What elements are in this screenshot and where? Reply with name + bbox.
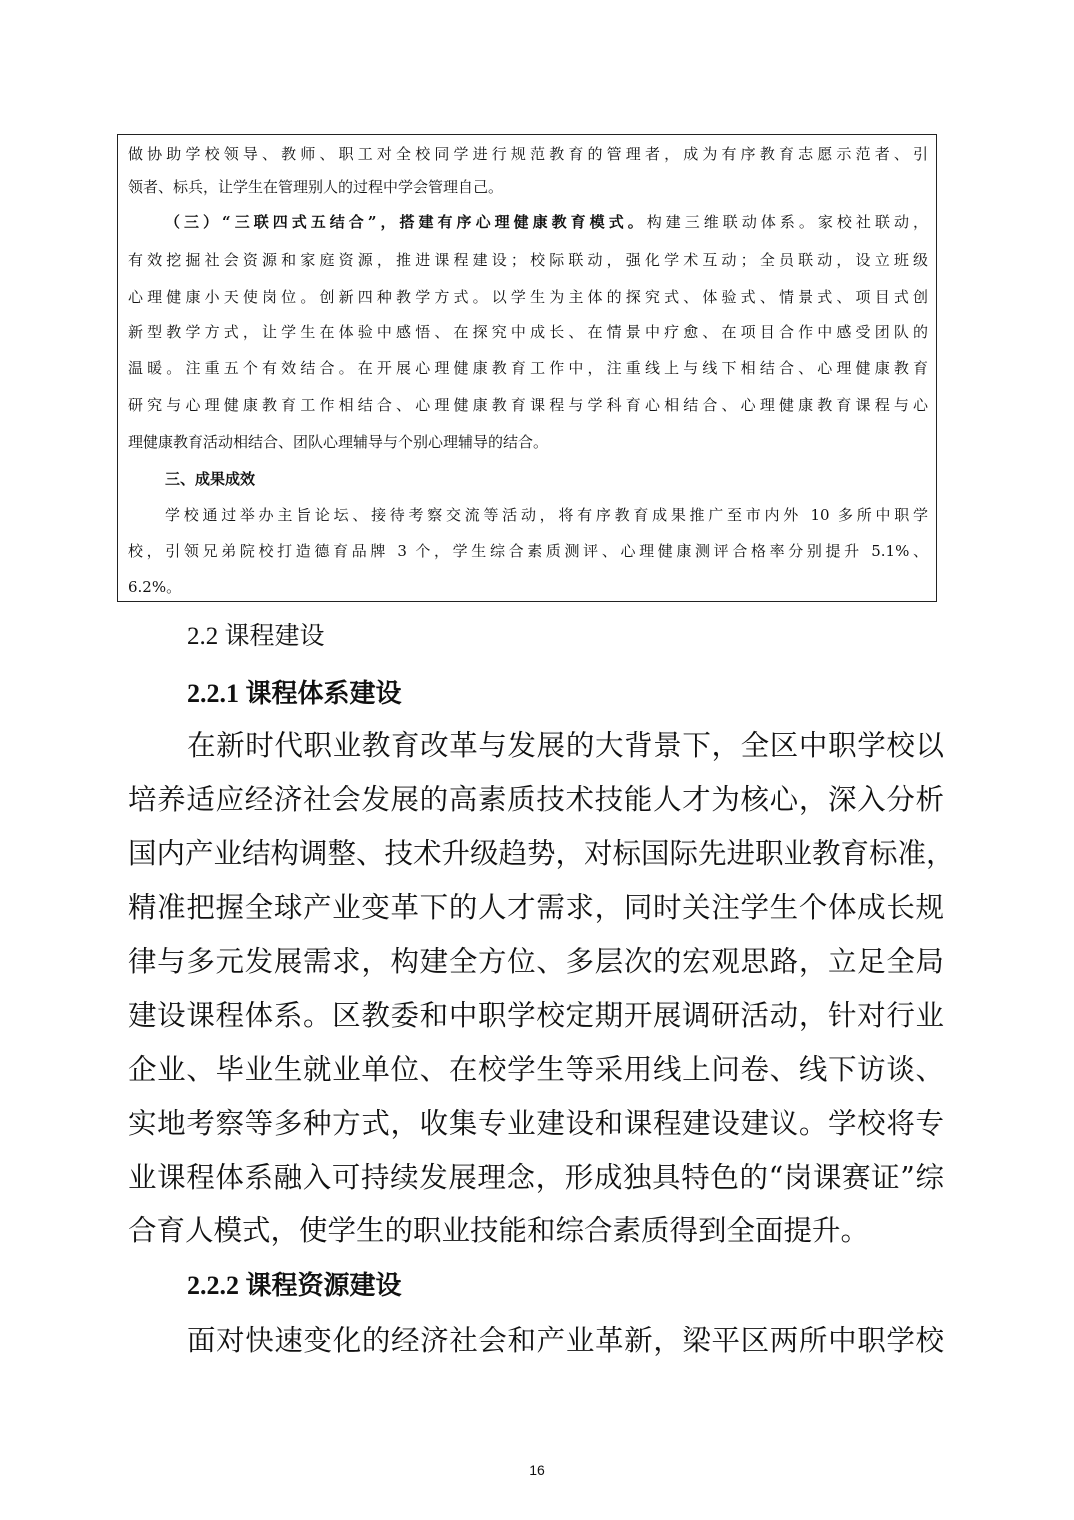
- box-line: 研究与心理健康教育工作相结合、心理健康教育课程与学科育心相结合、心理健康教育课程与心: [128, 396, 928, 414]
- box-para3-rest: 构建三维联动体系。家校社联动，: [646, 213, 928, 231]
- box-line: 6.2%。: [128, 578, 182, 596]
- page-number: 16: [529, 1462, 545, 1478]
- heading-2-2-1: 2.2.1 课程体系建设: [187, 679, 402, 708]
- box-line: 温暖。注重五个有效结合。在开展心理健康教育工作中，注重线上与线下相结合、心理健康教育: [128, 359, 928, 377]
- box-para3-line: [165, 211, 928, 233]
- body-line: 面对快速变化的经济社会和产业革新，梁平区两所中职学校: [187, 1324, 944, 1357]
- body-line: 律与多元发展需求，构建全方位、多层次的宏观思路，立足全局: [128, 945, 944, 978]
- body-line: 实地考察等多种方式，收集专业建设和课程建设建议。学校将专: [128, 1107, 944, 1140]
- body-line: 合育人模式，使学生的职业技能和综合素质得到全面提升。: [128, 1214, 870, 1247]
- box-line: 理健康教育活动相结合、团队心理辅导与个别心理辅导的结合。: [128, 433, 549, 451]
- heading-2-2-2: 2.2.2 课程资源建设: [187, 1271, 402, 1300]
- box-line: 做协助学校领导、教师、职工对全校同学进行规范教育的管理者，成为有序教育志愿示范者、引: [128, 145, 928, 163]
- box-line: 学校通过举办主旨论坛、接待考察交流等活动，将有序教育成果推广至市内外 10 多所中职学: [165, 506, 928, 524]
- body-line: 国内产业结构调整、技术升级趋势，对标国际先进职业教育标准，: [128, 837, 955, 870]
- box-line: 领者、标兵，让学生在管理别人的过程中学会管理自己。: [128, 178, 504, 196]
- body-line: 精准把握全球产业变革下的人才需求，同时关注学生个体成长规: [128, 891, 944, 924]
- heading-2-2: 2.2 课程建设: [187, 623, 325, 650]
- box-line: 有效挖掘社会资源和家庭资源，推进课程建设；校际联动，强化学术互动；全员联动，设立班级: [128, 251, 928, 269]
- box-line: 校，引领兄弟院校打造德育品牌 3 个，学生综合素质测评、心理健康测评合格率分别提升 5.1%、: [128, 542, 928, 560]
- section-title: 三、成果成效: [165, 470, 256, 488]
- box-para3-bold: （三）“三联四式五结合”，搭建有序心理健康教育模式。: [165, 213, 647, 231]
- box-line: 心理健康小天使岗位。创新四种教学方式。以学生为主体的探究式、体验式、情景式、项目式创: [128, 288, 928, 306]
- body-line: 企业、毕业生就业单位、在校学生等采用线上问卷、线下访谈、: [128, 1053, 944, 1086]
- body-line: 培养适应经济社会发展的高素质技术技能人才为核心，深入分析: [128, 783, 944, 816]
- body-line: 业课程体系融入可持续发展理念，形成独具特色的“岗课赛证”综: [128, 1161, 944, 1194]
- body-line: 建设课程体系。区教委和中职学校定期开展调研活动，针对行业: [128, 999, 944, 1032]
- body-line: 在新时代职业教育改革与发展的大背景下，全区中职学校以: [187, 729, 944, 762]
- box-line: 新型教学方式，让学生在体验中感悟、在探究中成长、在情景中疗愈、在项目合作中感受团队的: [128, 323, 928, 341]
